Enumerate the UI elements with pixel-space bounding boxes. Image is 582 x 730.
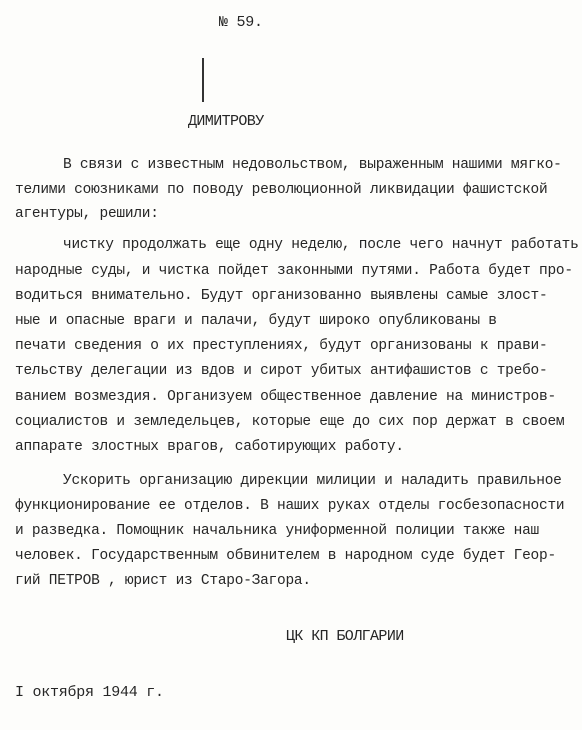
body-line: водиться внимательно. Будут организованно выявлены самые злост-: [15, 288, 548, 304]
body-line: функционирование ее отделов. В наших руках отделы госбезопасности: [15, 498, 565, 514]
body-line: В связи с известным недовольством, выраженным нашими мягко-: [63, 157, 562, 173]
body-line: Ускорить организацию дирекции милиции и наладить правильное: [63, 473, 562, 489]
body-line: чистку продолжать еще одну неделю, после чего начнут работать: [63, 237, 579, 253]
document-date: I октября 1944 г.: [15, 684, 164, 701]
signature: ЦК КП БОЛГАРИИ: [286, 628, 404, 645]
document-number: № 59.: [219, 14, 263, 31]
body-line: агентуры, решили:: [15, 206, 159, 222]
body-line: телими союзниками по поводу революционной ликвидации фашистской: [15, 182, 548, 198]
body-line: аппарате злостных врагов, саботирующих работу.: [15, 439, 404, 455]
addressee: ДИМИТРОВУ: [188, 113, 264, 130]
body-line: человек. Государственным обвинителем в народном суде будет Геор-: [15, 548, 556, 564]
handwritten-margin-mark: [202, 58, 204, 102]
body-line: ные и опасные враги и палачи, будут широко опубликованы в: [15, 313, 497, 329]
body-line: гий ПЕТРОВ , юрист из Старо-Загора.: [15, 573, 311, 589]
body-line: тельству делегации из вдов и сирот убитых антифашистов с требо-: [15, 363, 548, 379]
body-line: народные суды, и чистка пойдет законными путями. Работа будет про-: [15, 263, 573, 279]
body-line: ванием возмездия. Организуем общественное давление на министров-: [15, 389, 556, 405]
body-line: печати сведения о их преступлениях, будут организованы к прави-: [15, 338, 548, 354]
body-line: социалистов и земледельцев, которые еще до сих пор держат в своем: [15, 414, 565, 430]
body-line: и разведка. Помощник начальника униформенной полиции также наш: [15, 523, 539, 539]
